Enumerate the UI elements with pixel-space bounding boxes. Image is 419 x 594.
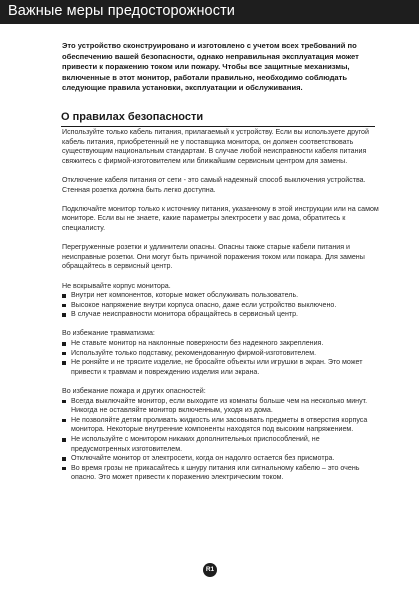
bullet-icon <box>62 304 66 308</box>
bullet-icon <box>62 342 66 346</box>
injury-lead: Во избежание травматизма: <box>62 329 155 338</box>
bullet-icon <box>62 467 66 471</box>
injury-list <box>62 339 380 377</box>
bullet-icon <box>62 352 66 356</box>
fire-list <box>62 397 380 483</box>
page-title: Важные меры предосторожности <box>8 3 236 19</box>
casing-list <box>62 291 380 320</box>
list-item: Не ставьте монитор на наклонные поверхности без надежного закрепления. <box>62 339 380 349</box>
bullet-icon <box>62 294 66 298</box>
list-item: В случае неисправности монитора обращайтесь в сервисный центр. <box>62 310 380 320</box>
intro-paragraph: Это устройство сконструировано и изготовлено с учетом всех требований по обеспечению вашей безопасности, однако неправильная эксплуатация может привести к поражению током или пожару. Чтобы все защитные механизмы, включенные в этот монитор, работали правильно, необходимо соблюдать следующие правила установки, эксплуатации и обслуживания. <box>62 41 359 93</box>
bullet-icon <box>62 313 66 317</box>
fire-lead: Во избежание пожара и других опасностей: <box>62 387 206 396</box>
list-item: Внутри нет компонентов, которые может обслуживать пользователь. <box>62 291 380 301</box>
bullet-icon <box>62 361 66 365</box>
list-item: Не используйте с монитором никаких дополнительных приспособлений, не предусмотренных изготовителем. <box>62 435 380 454</box>
section-divider <box>61 126 375 127</box>
paragraph-overload: Перегруженные розетки и удлинители опасны. Опасны также старые кабели питания и неисправные розетки. Они могут быть причиной поражения током или пожара. Для замены обращайтесь в сервисный центр. <box>62 243 365 271</box>
list-item: Всегда выключайте монитор, если выходите из комнаты больше чем на несколько минут. Никогда не оставляйте монитор включенным, уходя из дома. <box>62 397 380 416</box>
list-item: Используйте только подставку, рекомендованную фирмой-изготовителем. <box>62 349 380 359</box>
casing-lead: Не вскрывайте корпус монитора. <box>62 281 171 290</box>
list-item: Отключайте монитор от электросети, когда он надолго остается без присмотра. <box>62 454 380 464</box>
paragraph-disconnect: Отключение кабеля питания от сети - это самый надежный способ выключения устройства. Стенная розетка должна быть легко доступна. <box>62 175 366 194</box>
section-title: О правилах безопасности <box>61 111 204 123</box>
list-item: Во время грозы не прикасайтесь к шнуру питания или сигнальному кабелю – это очень опасно. Это может привести к поражению электрическим током. <box>62 464 380 483</box>
list-item: Не позволяйте детям проливать жидкость или засовывать предметы в отверстия корпуса монитора. Некоторые внутренние компоненты находятся под высоким напряжением. <box>62 416 380 435</box>
header-bar <box>0 0 419 24</box>
bullet-icon <box>62 400 66 404</box>
bullet-icon <box>62 438 66 442</box>
section-content <box>62 128 380 493</box>
bullet-icon <box>62 419 66 423</box>
list-item: Не роняйте и не трясите изделие, не бросайте объекты или игрушки в экран. Это может привести к травмам и повреждению изделия или экрана. <box>62 358 380 377</box>
bullet-icon <box>62 457 66 461</box>
list-item: Высокое напряжение внутри корпуса опасно, даже если устройство выключено. <box>62 301 380 311</box>
paragraph-power-source: Подключайте монитор только к источнику питания, указанному в этой инструкции или на самом мониторе. Если вы не знаете, какие параметры электросети у вас дома, обратитесь к специалисту. <box>62 204 379 232</box>
page-number-badge: R1 <box>203 563 217 577</box>
paragraph-power-cable: Используйте только кабель питания, прилагаемый к устройству. Если вы используете другой кабель питания, приобретенный не у поставщика монитора, он должен соответствовать существующим национальным стандартам. В случае любой неисправности кабеля питания свяжитесь с фирмой-изготовителем или ближайшим сервисным центром для замены. <box>62 128 369 165</box>
